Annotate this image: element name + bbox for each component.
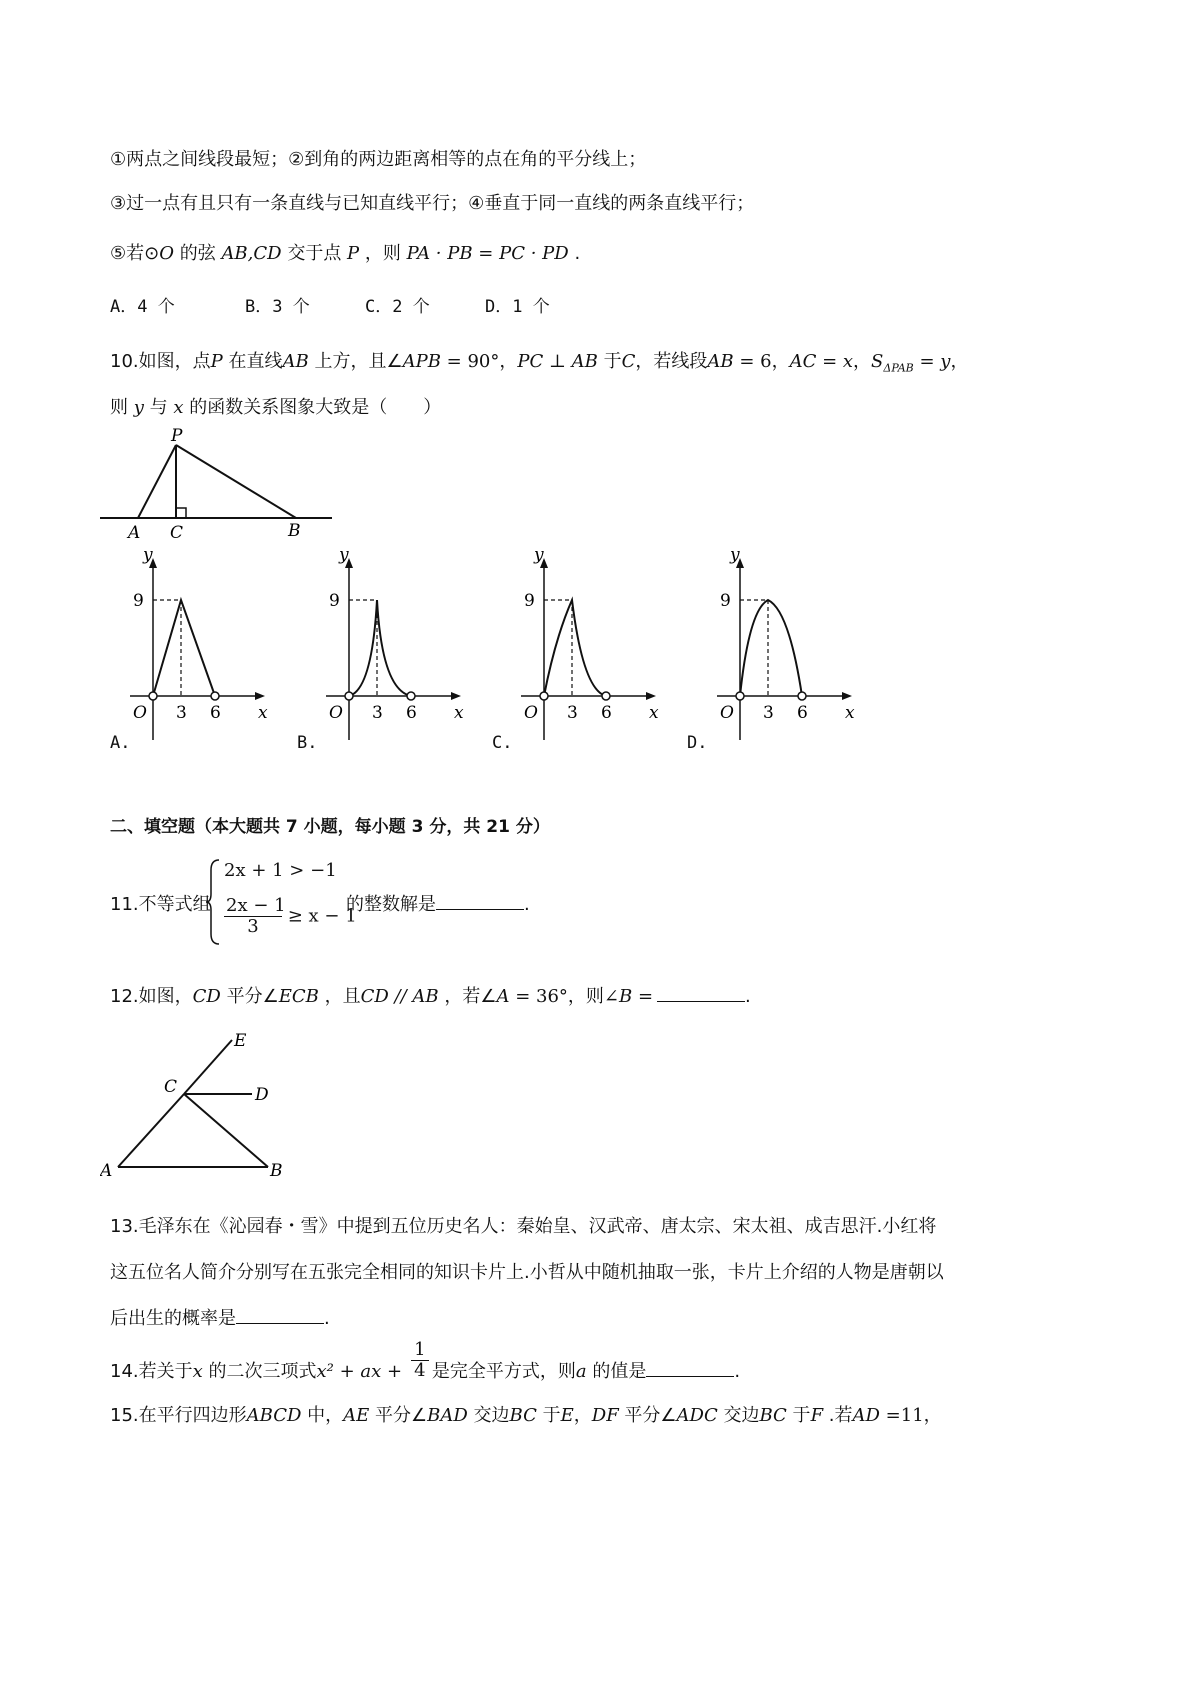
- q11-answer-blank[interactable]: [436, 893, 524, 910]
- q12-line: [110, 982, 751, 1008]
- q11-end: .: [524, 894, 530, 915]
- q10-text: 于: [597, 351, 622, 372]
- origin-point: [345, 692, 353, 700]
- q14-end: .: [734, 1361, 741, 1383]
- q15-abcd: ABCD: [246, 1405, 302, 1426]
- q15-bc: BC: [759, 1405, 787, 1426]
- q10-line-ab: AB: [282, 351, 309, 372]
- q15-df: DF: [591, 1405, 619, 1426]
- q10-option-a-label: A.: [110, 733, 131, 753]
- q10-text: 上方，且∠: [308, 351, 403, 372]
- origin-label: O: [720, 703, 734, 723]
- x6-point: [211, 692, 219, 700]
- q13-answer-blank[interactable]: [236, 1307, 324, 1324]
- q10-var-y: y: [133, 397, 144, 418]
- q15-ad: AD: [852, 1405, 880, 1426]
- segment-pb: [176, 445, 296, 518]
- q10-text: 10.如图，点: [110, 351, 211, 372]
- origin-label: O: [329, 703, 343, 723]
- q15-text: ，: [573, 1405, 592, 1426]
- q10-option-d-label: D.: [687, 733, 708, 753]
- q14-polynomial: x² + ax +: [316, 1361, 403, 1383]
- q14-frac-den: 4: [414, 1359, 426, 1381]
- function-curve: [349, 600, 411, 696]
- q12-figure: [100, 1030, 320, 1180]
- q15-bad: BAD: [427, 1405, 468, 1426]
- tick-label-9: 9: [524, 591, 535, 611]
- q12-angle-a: A: [496, 986, 510, 1007]
- q12-text: =: [632, 986, 654, 1007]
- section-2-title: 二、填空题（本大题共 7 小题，每小题 3 分，共 21 分）: [110, 817, 550, 837]
- q9-statement-1-2: ①两点之间线段最短；②到角的两边距离相等的点在角的平分线上；: [110, 149, 647, 170]
- tick-label-6: 6: [406, 703, 417, 723]
- q9-choice-c: C．2 个: [365, 297, 430, 317]
- tick-label-6: 6: [210, 703, 221, 723]
- q11-prefix: 11.不等式组: [110, 894, 211, 915]
- q12-text: 12.如图，: [110, 986, 193, 1007]
- q15-text: =11，: [879, 1405, 942, 1426]
- label-c: C: [164, 1077, 178, 1097]
- origin-label: O: [133, 703, 147, 723]
- q10-text: ，若线段: [635, 351, 708, 372]
- q15-ae: AE: [343, 1405, 370, 1426]
- origin-label: O: [524, 703, 538, 723]
- x6-point: [798, 692, 806, 700]
- q14-text: 是完全平方式，则: [431, 1361, 576, 1383]
- q13-line-2: 这五位名人简介分别写在五张完全相同的知识卡片上.小哲从中随机抽取一张，卡片上介绍的人物是唐朝以: [110, 1262, 944, 1283]
- q12-cd: CD: [192, 986, 221, 1007]
- label-b: B: [288, 521, 301, 541]
- q14-answer-blank[interactable]: [646, 1360, 734, 1377]
- q11-inequality-1: 2x + 1 > −1: [224, 860, 337, 881]
- x-axis-arrow-icon: [255, 692, 265, 700]
- q10-text: 的函数关系图象大致是（ ）: [183, 397, 442, 418]
- y-axis-label: y: [339, 545, 349, 565]
- q12-text: = 36°，则∠: [509, 986, 619, 1007]
- q12-text: ，若∠: [438, 986, 497, 1007]
- q10-text: 在直线: [222, 351, 283, 372]
- q9-statement-3-4: ③过一点有且只有一条直线与已知直线平行；④垂直于同一直线的两条直线平行；: [110, 193, 755, 214]
- q10-line-2: [110, 393, 441, 419]
- q10-graph-options: [100, 540, 900, 760]
- tick-label-3: 3: [567, 703, 578, 723]
- q15-text: 交边: [467, 1405, 510, 1426]
- q9-choice-b: B．3 个: [245, 297, 310, 317]
- q12-angle-b: B: [618, 986, 633, 1007]
- q15-text: .若: [823, 1405, 853, 1426]
- q15-text: 交边: [717, 1405, 760, 1426]
- q15-f: F: [810, 1405, 824, 1426]
- q12-answer-blank[interactable]: [657, 985, 745, 1002]
- label-p: P: [171, 426, 183, 446]
- tick-label-9: 9: [329, 591, 340, 611]
- q10-point-c: C: [621, 351, 636, 372]
- tick-label-6: 6: [797, 703, 808, 723]
- x-axis-arrow-icon: [451, 692, 461, 700]
- q10-text: ，: [853, 351, 872, 372]
- q13-text: 后出生的概率是: [110, 1308, 236, 1329]
- q9-s5-text3: ，则: [359, 243, 407, 264]
- graph-option-b: [326, 545, 464, 740]
- x-axis-label: x: [454, 703, 464, 723]
- q14-text: 的值是: [586, 1361, 647, 1383]
- q9-s5-text2: 交于点: [281, 243, 348, 264]
- q11-frac-rest: ≥ x − 1: [287, 905, 357, 927]
- q14-frac-num: 1: [411, 1340, 429, 1361]
- origin-point: [540, 692, 548, 700]
- q10-angle: APB: [402, 351, 441, 372]
- tick-label-6: 6: [601, 703, 612, 723]
- y-axis-label: y: [730, 545, 740, 565]
- q10-text: = 6，: [733, 351, 790, 372]
- function-curve: [740, 600, 802, 696]
- q15-text: 平分∠: [369, 1405, 428, 1426]
- function-curve: [153, 600, 215, 696]
- q10-line-1: [110, 347, 968, 375]
- q15-text: 15.在平行四边形: [110, 1405, 247, 1426]
- x6-point: [602, 692, 610, 700]
- x6-point: [407, 692, 415, 700]
- q10-triangle-figure: [100, 425, 345, 555]
- label-a: A: [128, 523, 141, 543]
- q9-s5-end: .: [568, 243, 581, 264]
- graph-option-c: [521, 545, 659, 740]
- q14-text: 14.若关于: [110, 1361, 193, 1383]
- q10-text: 与: [143, 397, 174, 418]
- q14-var-x: x: [192, 1361, 203, 1383]
- q10-option-c-label: C.: [492, 733, 513, 753]
- q9-s5-point: P: [347, 243, 360, 264]
- q10-area-s: S: [871, 351, 884, 372]
- graph-option-a: [130, 545, 268, 740]
- q10-text: ，: [950, 351, 969, 372]
- q15-adc: ADC: [676, 1405, 718, 1426]
- q12-text: ，且: [318, 986, 361, 1007]
- q10-ac: AC = x: [789, 351, 854, 372]
- x-axis-arrow-icon: [842, 692, 852, 700]
- tick-label-3: 3: [372, 703, 383, 723]
- q9-s5-prefix: ⑤若⊙: [110, 243, 160, 264]
- graph-option-d: [717, 545, 855, 740]
- y-axis-label: y: [143, 545, 153, 565]
- ray-ce: [184, 1040, 232, 1094]
- segment-ac: [118, 1094, 184, 1167]
- q12-end: .: [745, 986, 751, 1007]
- q14-var-a: a: [575, 1361, 587, 1383]
- x-axis-label: x: [258, 703, 268, 723]
- q10-area-sub: ΔPAB: [883, 361, 914, 375]
- y-axis-label: y: [534, 545, 544, 565]
- q15-text: 平分∠: [618, 1405, 677, 1426]
- q11-brace-icon: [205, 858, 221, 946]
- q10-point-p: P: [210, 351, 223, 372]
- x-axis-arrow-icon: [646, 692, 656, 700]
- segment-pa: [138, 445, 176, 518]
- q10-perp: PC ⊥ AB: [517, 351, 598, 372]
- q11-frac-num: 2x − 1: [226, 895, 286, 916]
- q9-s5-chords: AB,CD: [221, 243, 282, 264]
- q9-s5-equation: PA · PB = PC · PD: [406, 243, 569, 264]
- q15-e: E: [560, 1405, 574, 1426]
- q13-line-1: 13.毛泽东在《沁园春・雪》中提到五位历史名人：秦始皇、汉武帝、唐太宗、宋太祖、成吉思汗.小红将: [110, 1216, 937, 1237]
- right-angle-mark: [176, 508, 186, 518]
- q12-parallel: CD // AB: [360, 986, 439, 1007]
- function-curve: [544, 600, 606, 696]
- q15-text: 于: [536, 1405, 561, 1426]
- q10-option-b-label: B.: [297, 733, 318, 753]
- q13-end: .: [324, 1308, 330, 1329]
- q12-ecb: ECB: [278, 986, 319, 1007]
- q12-text: 平分∠: [220, 986, 279, 1007]
- origin-point: [149, 692, 157, 700]
- q11-tail: [346, 890, 530, 916]
- q14-line: [110, 1336, 740, 1396]
- label-e: E: [234, 1031, 247, 1051]
- q15-text: 于: [786, 1405, 811, 1426]
- tick-label-9: 9: [133, 591, 144, 611]
- q11-frac-den: 3: [247, 915, 259, 937]
- label-d: D: [255, 1085, 269, 1105]
- q9-s5-text: 的弦: [173, 243, 222, 264]
- q10-var-x: x: [173, 397, 184, 418]
- label-b: B: [270, 1161, 283, 1180]
- label-c: C: [170, 523, 184, 543]
- q10-ab: AB: [707, 351, 734, 372]
- q10-text: = 90°，: [440, 351, 518, 372]
- tick-label-3: 3: [763, 703, 774, 723]
- q11-inequality-2: [224, 896, 357, 937]
- q9-choice-d: D．1 个: [485, 297, 550, 317]
- q11-suffix: 的整数解是: [346, 894, 436, 915]
- q15-text: 中，: [301, 1405, 344, 1426]
- label-a: A: [100, 1161, 113, 1180]
- x-axis-label: x: [649, 703, 659, 723]
- q14-text: 的二次三项式: [202, 1361, 317, 1383]
- origin-point: [736, 692, 744, 700]
- q9-choice-a: A．4 个: [110, 297, 175, 317]
- x-axis-label: x: [845, 703, 855, 723]
- q15-line: [110, 1401, 942, 1427]
- q9-statement-5: [110, 239, 580, 265]
- q15-bc: BC: [509, 1405, 537, 1426]
- q13-line-3: [110, 1304, 330, 1330]
- q10-text: 则: [110, 397, 134, 418]
- q10-area-eq: = y: [913, 351, 951, 372]
- tick-label-9: 9: [720, 591, 731, 611]
- tick-label-3: 3: [176, 703, 187, 723]
- q9-s5-circle: O: [159, 243, 174, 264]
